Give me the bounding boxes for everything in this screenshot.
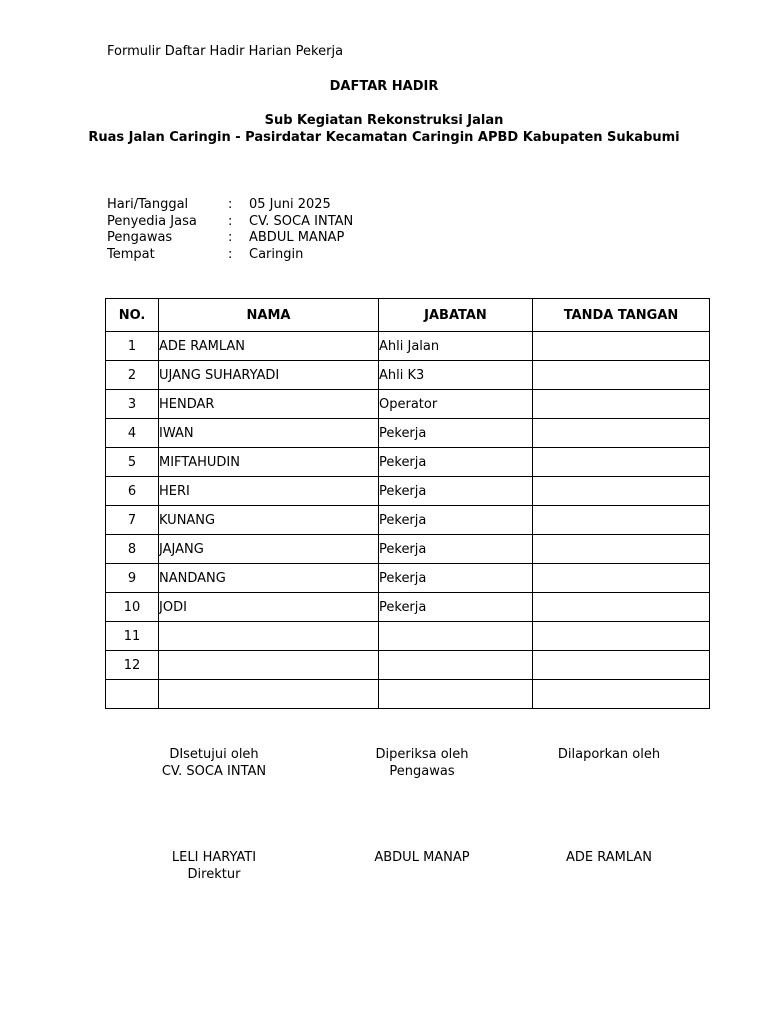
table-row	[106, 622, 710, 651]
cell-jabatan: Pekerja	[379, 448, 533, 477]
cell-signature	[533, 332, 710, 361]
info-colon: :	[228, 247, 233, 263]
signature-role: Diperiksa oleh	[375, 747, 469, 762]
cell-no: 8	[106, 535, 159, 564]
cell-nama: ADE RAMLAN	[159, 332, 379, 361]
info-colon: :	[228, 197, 233, 212]
table-row	[106, 506, 710, 535]
cell-signature	[533, 477, 710, 506]
signature-org: Pengawas	[389, 763, 455, 779]
cell-jabatan: Ahli K3	[379, 361, 533, 390]
cell-nama: HERI	[159, 477, 379, 506]
header-no: NO.	[106, 299, 159, 332]
signature-role: DIsetujui oleh	[169, 747, 259, 762]
info-row-place	[107, 247, 353, 264]
document-subtitle-activity: Sub Kegiatan Rekonstruksi Jalan	[264, 113, 504, 128]
signatory-checked	[342, 850, 502, 867]
cell-no: 11	[106, 622, 159, 651]
cell-no: 10	[106, 593, 159, 622]
signature-role: Dilaporkan oleh	[557, 747, 661, 762]
cell-no: 1	[106, 332, 159, 361]
cell-jabatan	[379, 622, 533, 651]
document-subtitle-location: Ruas Jalan Caringin - Pasirdatar Kecamatan Caringin APBD Kabupaten Sukabumi	[88, 130, 680, 145]
signature-reported-block	[529, 747, 689, 764]
cell-signature	[533, 535, 710, 564]
info-row-provider	[107, 214, 353, 231]
cell-nama	[159, 651, 379, 680]
table-row	[106, 564, 710, 593]
cell-signature	[533, 419, 710, 448]
signatory-name: ADE RAMLAN	[565, 850, 653, 865]
form-label: Formulir Daftar Hadir Harian Pekerja	[107, 44, 344, 59]
cell-jabatan: Ahli Jalan	[379, 332, 533, 361]
cell-jabatan: Pekerja	[379, 593, 533, 622]
info-value: CV. SOCA INTAN	[249, 213, 354, 229]
cell-signature	[533, 622, 710, 651]
cell-jabatan: Pekerja	[379, 419, 533, 448]
info-key: Tempat	[107, 247, 155, 263]
cell-no: 7	[106, 506, 159, 535]
info-row-supervisor	[107, 230, 353, 247]
signatory-title: Direktur	[187, 866, 241, 882]
signatory-name: ABDUL MANAP	[374, 850, 470, 865]
cell-signature	[533, 593, 710, 622]
cell-signature	[533, 651, 710, 680]
cell-jabatan	[379, 651, 533, 680]
cell-no: 9	[106, 564, 159, 593]
table-row	[106, 332, 710, 361]
cell-signature	[533, 680, 710, 709]
info-key: Pengawas	[107, 230, 173, 246]
cell-jabatan: Operator	[379, 390, 533, 419]
info-block	[107, 197, 353, 264]
info-row-date	[107, 197, 353, 214]
cell-jabatan: Pekerja	[379, 564, 533, 593]
table-row	[106, 477, 710, 506]
signature-approved-block	[134, 747, 294, 780]
table-row	[106, 651, 710, 680]
cell-jabatan: Pekerja	[379, 506, 533, 535]
info-value: 05 Juni 2025	[249, 197, 331, 212]
info-value: ABDUL MANAP	[249, 230, 345, 246]
header-jabatan: JABATAN	[379, 299, 533, 332]
table-row	[106, 535, 710, 564]
signatory-approved	[134, 850, 294, 883]
cell-no: 6	[106, 477, 159, 506]
cell-nama: UJANG SUHARYADI	[159, 361, 379, 390]
cell-no	[106, 680, 159, 709]
header-nama: NAMA	[159, 299, 379, 332]
cell-nama: JODI	[159, 593, 379, 622]
info-colon: :	[228, 230, 233, 246]
header-tanda-tangan: TANDA TANGAN	[533, 299, 710, 332]
document-title: DAFTAR HADIR	[329, 79, 439, 94]
cell-jabatan	[379, 680, 533, 709]
cell-nama	[159, 622, 379, 651]
table-row	[106, 448, 710, 477]
cell-no: 2	[106, 361, 159, 390]
cell-signature	[533, 361, 710, 390]
attendance-table	[105, 298, 710, 709]
cell-jabatan: Pekerja	[379, 535, 533, 564]
cell-nama: KUNANG	[159, 506, 379, 535]
table-row	[106, 361, 710, 390]
cell-jabatan: Pekerja	[379, 477, 533, 506]
cell-signature	[533, 506, 710, 535]
signatory-reported	[529, 850, 689, 867]
cell-no: 4	[106, 419, 159, 448]
cell-signature	[533, 448, 710, 477]
cell-no: 3	[106, 390, 159, 419]
cell-nama: MIFTAHUDIN	[159, 448, 379, 477]
cell-signature	[533, 390, 710, 419]
info-key: Penyedia Jasa	[107, 213, 197, 229]
info-key: Hari/Tanggal	[107, 197, 189, 212]
cell-nama: NANDANG	[159, 564, 379, 593]
signatory-name: LELI HARYATI	[171, 850, 257, 865]
info-colon: :	[228, 213, 233, 229]
table-header-row	[106, 299, 710, 332]
cell-nama	[159, 680, 379, 709]
cell-nama: HENDAR	[159, 390, 379, 419]
table-row	[106, 680, 710, 709]
table-row	[106, 419, 710, 448]
cell-no: 12	[106, 651, 159, 680]
table-row	[106, 390, 710, 419]
signature-checked-block	[342, 747, 502, 780]
cell-no: 5	[106, 448, 159, 477]
table-row	[106, 593, 710, 622]
signature-org: CV. SOCA INTAN	[161, 763, 267, 779]
cell-signature	[533, 564, 710, 593]
cell-nama: JAJANG	[159, 535, 379, 564]
info-value: Caringin	[249, 247, 304, 263]
cell-nama: IWAN	[159, 419, 379, 448]
